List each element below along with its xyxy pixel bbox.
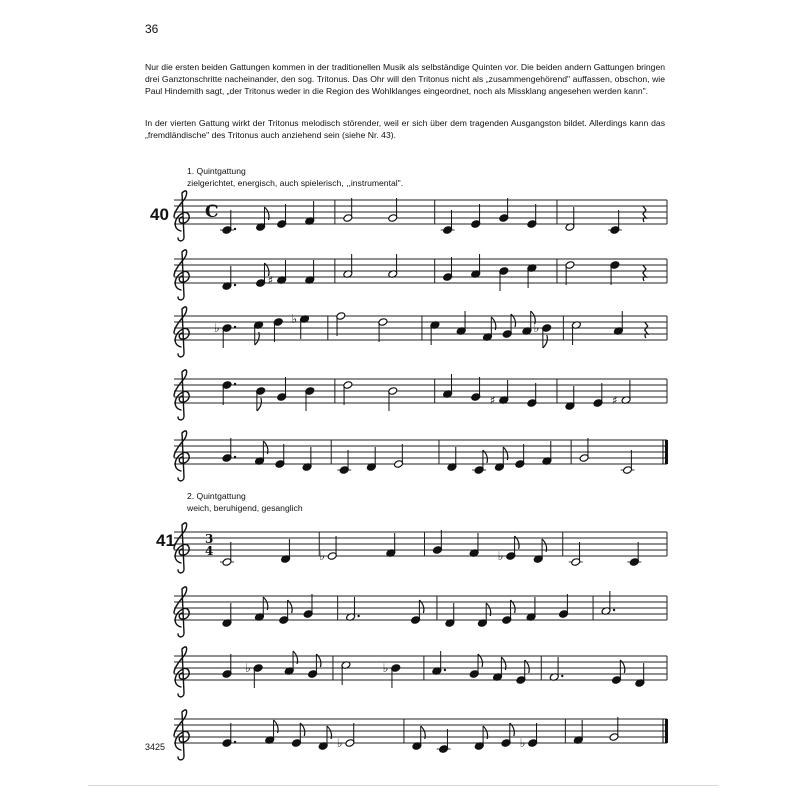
sharp-icon: ♯: [612, 394, 618, 407]
intro-paragraph-1: Nur die ersten beiden Gattungen kommen in der traditionellen Musik als selbständige Quinten vor. Die beiden andern Gattungen bringen drei Ganztonschritte nacheinander, den sog. Tritonus. Das Ohr will den Tritonus nicht als „zusammengehörend" auffassen, obschon, wie Paul Hindemith sagt, „der Tritonus weder in die Region des Wohlklanges eingeordnet, noch als Missklang angesehen werden kann".: [145, 62, 665, 96]
flat-icon: ♭: [497, 549, 504, 563]
treble-clef-icon: [174, 647, 189, 697]
sharp-icon: ♯: [267, 274, 274, 287]
augmentation-dot: [234, 456, 236, 458]
treble-clef-icon: [174, 370, 189, 420]
quarter-rest-icon: [643, 265, 646, 281]
exercise-41-subtitle: weich, beruhigend, gesanglich: [187, 503, 303, 513]
final-barline-thick: [665, 719, 668, 743]
flat-icon: ♭: [319, 549, 325, 563]
augmentation-dot: [613, 609, 615, 611]
intro-paragraph-2: In der vierten Gattung wirkt der Tritonus melodisch störender, weil er sich über dem tragenden Ausgangston bildet. Allerdings kann das „fremdländische" des Tritonus auch anziehend sein (siehe Nr. 43).: [145, 118, 665, 140]
flat-icon: ♭: [519, 736, 526, 750]
sharp-icon: ♯: [489, 394, 496, 407]
augmentation-dot: [444, 669, 446, 671]
treble-clef-icon: [174, 523, 189, 573]
augmentation-dot: [234, 741, 236, 743]
treble-clef-icon: [174, 307, 189, 357]
scan-edge: [88, 785, 718, 786]
exercise-40-number: 40: [150, 205, 169, 224]
exercise-40-subtitle: zielgerichtet, energisch, auch spielerisch, ,,instrumental".: [187, 178, 404, 188]
flat-icon: ♭: [336, 736, 343, 750]
plate-number: 3425: [145, 742, 166, 752]
treble-clef-icon: [174, 710, 189, 760]
treble-clef-icon: [174, 587, 189, 637]
page-number: 36: [145, 22, 159, 36]
time-signature-top: 3: [205, 532, 214, 546]
augmentation-dot: [234, 228, 236, 230]
flat-icon: ♭: [245, 661, 251, 675]
quarter-rest-icon: [643, 206, 646, 222]
treble-clef-icon: [174, 250, 189, 300]
treble-clef-icon: [174, 191, 189, 241]
treble-clef-icon: [174, 431, 189, 481]
exercise-41-title: 2. Quintgattung: [187, 491, 246, 501]
time-signature: C: [205, 202, 219, 222]
exercise-40-title: 1. Quintgattung: [187, 166, 246, 176]
augmentation-dot: [234, 284, 236, 286]
augmentation-dot: [561, 675, 563, 677]
final-barline-thick: [665, 440, 668, 464]
flat-icon: ♭: [291, 312, 298, 326]
eighth-flag: [543, 335, 548, 348]
quarter-rest-icon: [645, 322, 648, 338]
augmentation-dot: [234, 383, 236, 385]
augmentation-dot: [357, 615, 359, 617]
exercise-41-number: 41: [156, 531, 175, 550]
flat-icon: ♭: [214, 321, 220, 335]
time-signature-bottom: 4: [205, 544, 214, 558]
flat-icon: ♭: [382, 661, 389, 675]
eighth-flag: [257, 398, 262, 411]
augmentation-dot: [234, 326, 236, 328]
flat-icon: ♭: [533, 321, 540, 335]
